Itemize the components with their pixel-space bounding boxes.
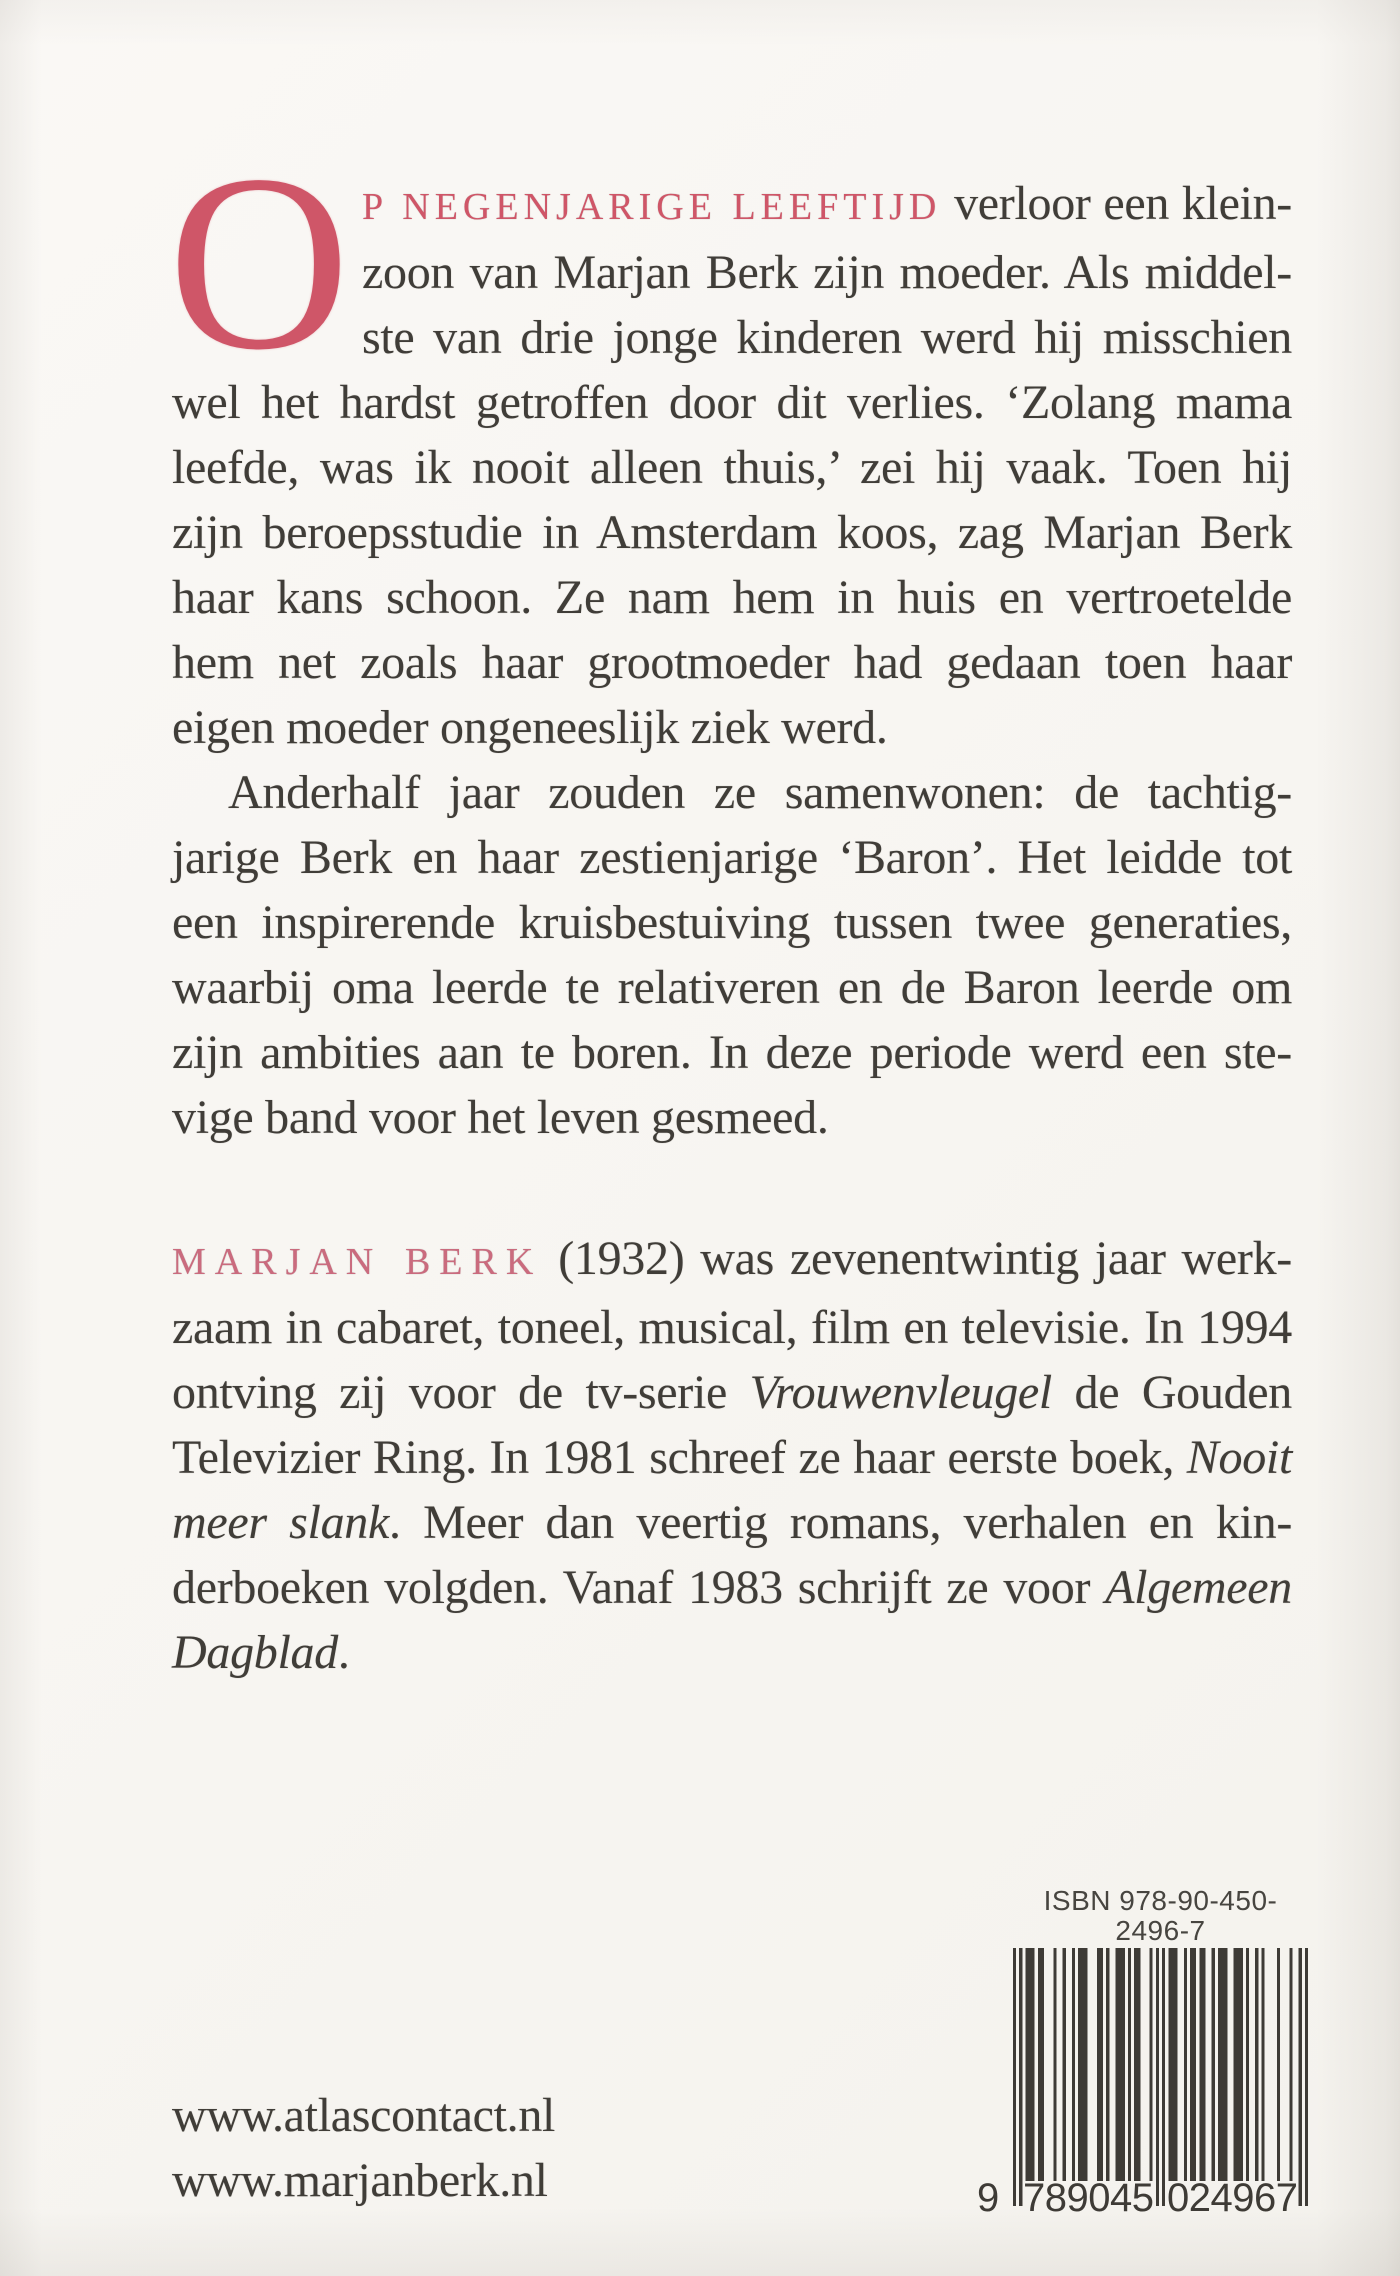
- text-segment: eigen moeder ongeneeslijk ziek werd.: [172, 701, 888, 754]
- accent-smallcaps: MARJAN BERK: [172, 1241, 543, 1283]
- text-segment: derboeken volgden. Vanaf 1983 schrijft ze voor: [172, 1561, 1106, 1614]
- text-line: [172, 630, 1292, 695]
- text-line: [172, 1490, 1292, 1555]
- text-line: [172, 1295, 1292, 1360]
- text-line: [172, 1425, 1292, 1490]
- text-segment: haar kans schoon. Ze nam hem in huis en vertroetelde: [172, 571, 1292, 624]
- text-segment: waarbij oma leerde te relativeren en de Baron leerde om: [172, 961, 1292, 1014]
- publisher-url: www.atlascontact.nl: [172, 2089, 556, 2142]
- text-line: [172, 435, 1292, 500]
- italic-book-title: Nooit: [1186, 1431, 1292, 1484]
- text-line: [172, 825, 1292, 890]
- text-line: [172, 565, 1292, 630]
- text-segment: . Meer dan veertig romans, verhalen en kin-: [388, 1496, 1293, 1549]
- author-bio-paragraph: [172, 1226, 1292, 1685]
- text-segment: een inspirerende kruisbestuiving tussen twee generaties,: [172, 896, 1292, 949]
- text-line: [172, 240, 1292, 305]
- text-segment: vige band voor het leven gesmeed.: [172, 1091, 829, 1144]
- text-segment: (1932) was zevenentwintig jaar werk-: [542, 1232, 1292, 1285]
- barcode-digits-right-group: 024967: [1167, 2176, 1298, 2220]
- isbn-label: ISBN 978-90-450-2496-7: [1043, 1885, 1278, 1946]
- text-line: [172, 305, 1292, 370]
- website-links: [172, 2083, 555, 2213]
- synopsis-paragraphs: [172, 171, 1292, 1150]
- text-segment: verloor een klein-: [941, 177, 1292, 230]
- text-segment: zoon van Marjan Berk zijn moeder. Als middel-: [362, 246, 1292, 299]
- text-segment: ste van drie jonge kinderen werd hij misschien: [362, 311, 1292, 364]
- text-segment: wel het hardst getroffen door dit verlies. ‘Zolang mama: [172, 376, 1292, 429]
- text-segment: zijn beroepsstudie in Amsterdam koos, zag Marjan Berk: [172, 506, 1292, 559]
- text-line: [172, 890, 1292, 955]
- text-segment: zaam in cabaret, toneel, musical, film en televisie. In 1994: [172, 1301, 1292, 1354]
- isbn-block: [977, 1885, 1308, 2220]
- barcode-digit-first: 9: [977, 2176, 999, 2220]
- text-line: [172, 171, 1292, 240]
- text-segment: Anderhalf jaar zouden ze samenwonen: de tachtig-: [228, 766, 1292, 819]
- barcode-bars: [1013, 1948, 1308, 2206]
- italic-book-title: Vrouwenvleugel: [749, 1366, 1052, 1419]
- text-line: [172, 955, 1292, 1020]
- text-segment: de Gouden: [1051, 1366, 1292, 1419]
- text-line: [172, 500, 1292, 565]
- text-segment: leefde, was ik nooit alleen thuis,’ zei hij vaak. Toen hij: [172, 441, 1292, 494]
- text-line: [172, 370, 1292, 435]
- text-segment: .: [337, 1626, 350, 1679]
- text-line: [172, 695, 1292, 760]
- text-segment: jarige Berk en haar zestienjarige ‘Baron’. Het leidde tot: [172, 831, 1292, 884]
- text-line: [172, 1555, 1292, 1620]
- italic-book-title: Algemeen: [1105, 1561, 1292, 1614]
- text-segment: zijn ambities aan te boren. In deze periode werd een ste-: [172, 1026, 1292, 1079]
- text-line: [172, 1620, 1292, 1685]
- text-segment: Televizier Ring. In 1981 schreef ze haar eerste boek,: [172, 1431, 1187, 1484]
- accent-smallcaps: P NEGENJARIGE LEEFTIJD: [362, 186, 942, 228]
- text-line: [172, 1020, 1292, 1085]
- text-segment: ontving zij voor de tv-serie: [172, 1366, 750, 1419]
- text-line: [172, 1360, 1292, 1425]
- italic-book-title: meer slank: [172, 1496, 389, 1549]
- text-line: [172, 1085, 1292, 1150]
- author-url: www.marjanberk.nl: [172, 2154, 548, 2207]
- text-line: [172, 1226, 1292, 1295]
- text-line: [172, 760, 1292, 825]
- barcode-digits-left-group: 789045: [1023, 2176, 1154, 2220]
- drop-cap-letter: O: [168, 122, 350, 402]
- ean-barcode: [977, 1948, 1308, 2220]
- text-segment: hem net zoals haar grootmoeder had gedaan toen haar: [172, 636, 1292, 689]
- italic-book-title: Dagblad: [172, 1626, 338, 1679]
